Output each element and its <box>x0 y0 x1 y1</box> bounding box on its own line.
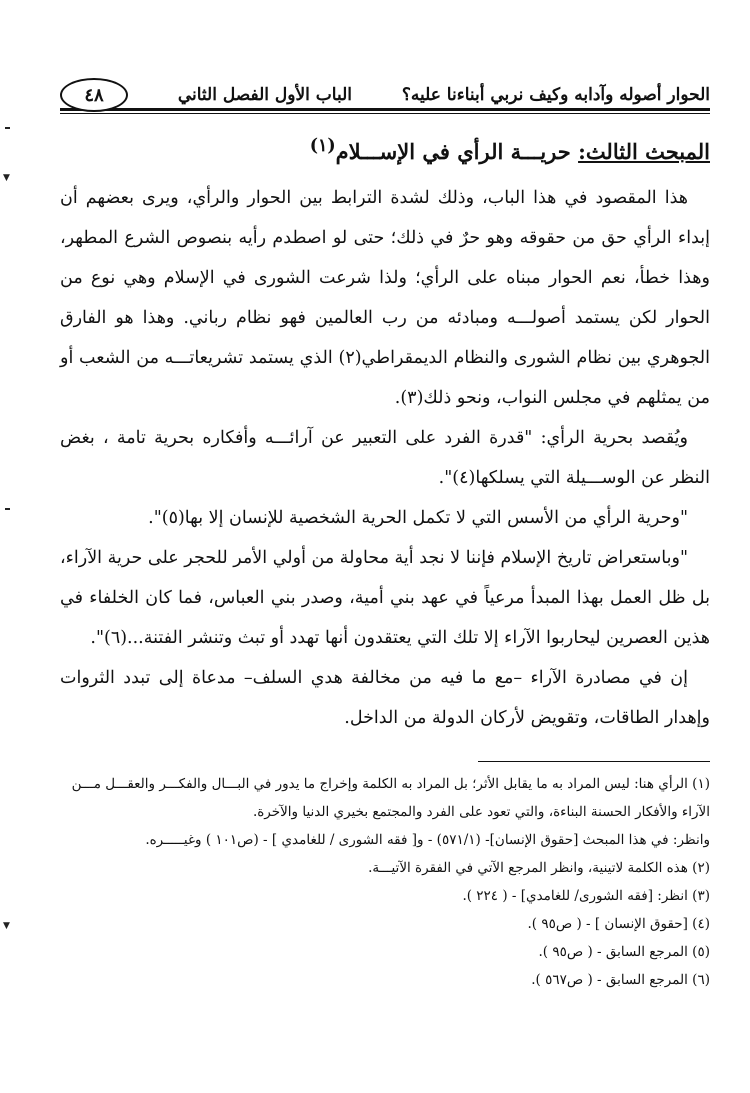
running-header <box>60 80 710 110</box>
section-heading <box>60 128 710 170</box>
footnote: وانظر: في هذا المبحث [حقوق الإنسان]- (٥٧١/١) - و[ فقه الشورى / للغامدي ] - (ص١٠١ ) وغيـــــره. <box>145 832 710 848</box>
footnote: (٤) [حقوق الإنسان ] - ( ص٩٥ ). <box>527 916 710 932</box>
footnote: (٥) المرجع السابق - ( ص٩٥ ). <box>538 944 710 960</box>
header-rule-thin <box>60 113 710 114</box>
scan-margin-mark <box>5 508 10 510</box>
footnote: (٦) المرجع السابق - ( ص٥٦٧ ). <box>531 972 710 988</box>
paragraph: "وباستعراض تاريخ الإسلام فإننا لا نجد أية محاولة من أولي الأمر للحجر على حرية الآراء، بل ظل العمل بهذا المبدأ مرعياً في عهد بني أمية، وصدر بني العباس، فما كان الخلفاء في هذين العصرين ليحاربوا الآراء إلا تلك التي يعتقدون أنها تهدد أو تبث وتنشر الفتنة...(٦)". <box>60 548 710 648</box>
section-footnote-ref: (١) <box>309 136 336 156</box>
footnote: (٢) هذه الكلمة لاتينية، وانظر المرجع الآتي في الفقرة الآتيـــة. <box>368 860 710 876</box>
paragraph: هذا المقصود في هذا الباب، وذلك لشدة الترابط بين الحوار والرأي، ويرى بعضهم أن إبداء الرأي حق من حقوقه وهو حرٌ في ذلك؛ حتى لو اصطدم رأيه بنصوص الشرع المطهر، وهذا خطأ، نعم الحوار مبناه على الرأي؛ ولذا شرعت الشورى في الإسلام وهي نوع من الحوار لكن يستمد أصولـــه ومبادئه من رب العالمين فهو نظام رباني. وهذا هو الفارق الجوهري بين نظام الشورى والنظام الديمقراطي(٢) الذي يستمد تشريعاتـــه من الشعب أو من يمثلهم في مجلس النواب، ونحو ذلك(٣). <box>60 188 710 408</box>
page-number: ٤٨ <box>60 78 128 112</box>
section-title: حريـــة الرأي في الإســـلام <box>335 139 571 164</box>
scan-margin-arrow-icon: ▼ <box>3 921 10 931</box>
book-title: الحوار أصوله وآدابه وكيف نربي أبناءنا عليه؟ <box>401 85 710 105</box>
paragraph: ويُقصد بحرية الرأي: "قدرة الفرد على التعبير عن آرائـــه وأفكاره بحرية تامة ، بغض النظر عن الوســـيلة التي يسلكها(٤)". <box>60 428 710 488</box>
paragraph: إن في مصادرة الآراء –مع ما فيه من مخالفة هدي السلف– مدعاة إلى تبدد الثروات وإهدار الطاقات، وتقويض لأركان الدولة من الداخل. <box>60 668 710 728</box>
scan-margin-mark <box>5 127 10 129</box>
main-content <box>60 128 710 738</box>
footnote-separator <box>478 761 710 762</box>
footnote: (٣) انظر: [فقه الشورى/ للغامدي] - ( ٢٢٤ ). <box>462 888 710 904</box>
paragraph: "وحرية الرأي من الأسس التي لا تكمل الحرية الشخصية للإنسان إلا بها(٥)". <box>148 508 688 528</box>
footnote: (١) الرأي هنا: ليس المراد به ما يقابل الأثر؛ بل المراد به الكلمة وإخراج ما يدور في البـــال والفكـــر والعقـــل مـــن الآراء والأفكار الحسنة البناءة، والتي تعود على الفرد والمجتمع بخيري الدنيا والآخرة. <box>71 776 710 820</box>
header-rule-thick <box>60 108 710 111</box>
scan-margin-arrow-icon: ▼ <box>3 173 10 183</box>
chapter-label: الباب الأول الفصل الثاني <box>177 85 353 105</box>
section-label: المبحث الثالث: <box>578 139 710 164</box>
footnotes <box>60 770 710 994</box>
